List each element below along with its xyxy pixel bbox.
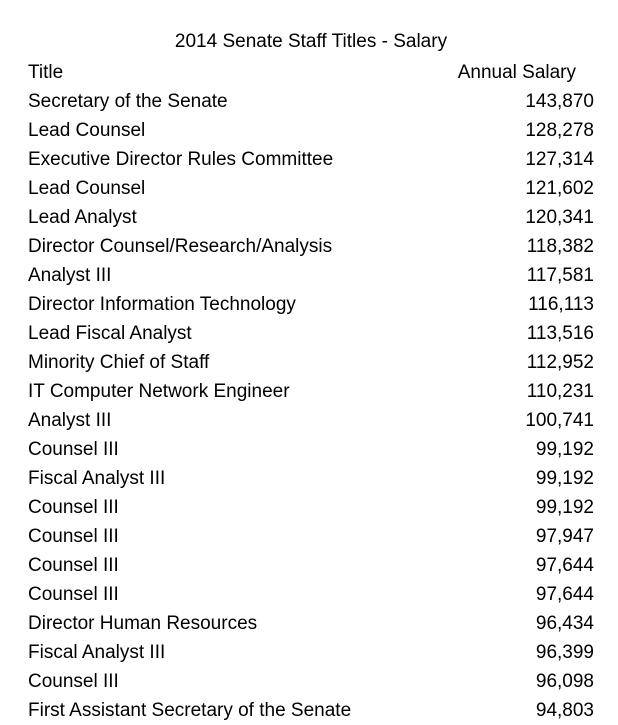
- table-row: [28, 261, 594, 290]
- staff-title-cell: Counsel III: [28, 497, 119, 518]
- table-row: [28, 319, 594, 348]
- table-row: [28, 145, 594, 174]
- annual-salary-cell: 96,399: [535, 642, 594, 663]
- staff-title-cell: Lead Counsel: [28, 120, 146, 141]
- staff-title-cell: Analyst III: [28, 410, 112, 431]
- table-row: [28, 667, 594, 696]
- table-body: [28, 87, 594, 725]
- staff-title-cell: Counsel III: [28, 439, 119, 460]
- annual-salary-cell: 110,231: [526, 381, 594, 402]
- table-header-row: [28, 58, 594, 87]
- staff-title-cell: Minority Chief of Staff: [28, 352, 210, 373]
- staff-title-cell: Lead Fiscal Analyst: [28, 323, 192, 344]
- table-row: [28, 232, 594, 261]
- annual-salary-cell: 121,602: [525, 178, 594, 199]
- staff-title-cell: Director Information Technology: [28, 294, 296, 315]
- annual-salary-cell: 100,741: [525, 410, 594, 431]
- staff-title-cell: Secretary of the Senate: [28, 91, 228, 112]
- table-row: [28, 116, 594, 145]
- staff-title-cell: Fiscal Analyst III: [28, 642, 166, 663]
- table-row: [28, 290, 594, 319]
- annual-salary-cell: 96,098: [535, 671, 594, 692]
- staff-title-cell: Director Counsel/Research/Analysis: [28, 236, 333, 257]
- annual-salary-cell: 99,192: [535, 497, 594, 518]
- annual-salary-cell: 97,644: [535, 555, 594, 576]
- staff-title-cell: First Assistant Secretary of the Senate: [28, 700, 352, 721]
- table-row: [28, 464, 594, 493]
- annual-salary-cell: 117,581: [526, 265, 594, 286]
- staff-title-cell: Counsel III: [28, 584, 119, 605]
- annual-salary-cell: 97,644: [535, 584, 594, 605]
- column-header-salary: Annual Salary: [457, 62, 576, 83]
- document-title: 2014 Senate Staff Titles - Salary: [174, 31, 448, 52]
- staff-title-cell: Analyst III: [28, 265, 112, 286]
- annual-salary-cell: 112,952: [526, 352, 594, 373]
- annual-salary-cell: 97,947: [535, 526, 594, 547]
- table-row: [28, 87, 594, 116]
- annual-salary-cell: 118,382: [526, 236, 594, 257]
- annual-salary-cell: 143,870: [525, 91, 594, 112]
- table-row: [28, 493, 594, 522]
- annual-salary-cell: 128,278: [525, 120, 594, 141]
- table-row: [28, 638, 594, 667]
- staff-title-cell: Executive Director Rules Committee: [28, 149, 334, 170]
- table-row: [28, 203, 594, 232]
- annual-salary-cell: 99,192: [535, 439, 594, 460]
- staff-title-cell: Lead Counsel: [28, 178, 146, 199]
- table-row: [28, 580, 594, 609]
- staff-title-cell: Fiscal Analyst III: [28, 468, 166, 489]
- table-row: [28, 435, 594, 464]
- table-row: [28, 348, 594, 377]
- staff-title-cell: Lead Analyst: [28, 207, 137, 228]
- annual-salary-cell: 127,314: [525, 149, 594, 170]
- staff-title-cell: Counsel III: [28, 671, 119, 692]
- salary-table: [28, 58, 594, 725]
- table-row: [28, 406, 594, 435]
- table-row: [28, 377, 594, 406]
- annual-salary-cell: 116,113: [528, 294, 594, 315]
- staff-title-cell: Counsel III: [28, 555, 119, 576]
- annual-salary-cell: 120,341: [525, 207, 594, 228]
- annual-salary-cell: 94,803: [535, 700, 594, 721]
- column-header-title: Title: [28, 62, 64, 83]
- annual-salary-cell: 113,516: [526, 323, 594, 344]
- table-row: [28, 551, 594, 580]
- annual-salary-cell: 96,434: [535, 613, 594, 634]
- table-row: [28, 522, 594, 551]
- staff-title-cell: Director Human Resources: [28, 613, 258, 634]
- table-row: [28, 609, 594, 638]
- annual-salary-cell: 99,192: [535, 468, 594, 489]
- table-row: [28, 174, 594, 203]
- staff-title-cell: IT Computer Network Engineer: [28, 381, 290, 402]
- staff-title-cell: Counsel III: [28, 526, 119, 547]
- table-row: [28, 696, 594, 725]
